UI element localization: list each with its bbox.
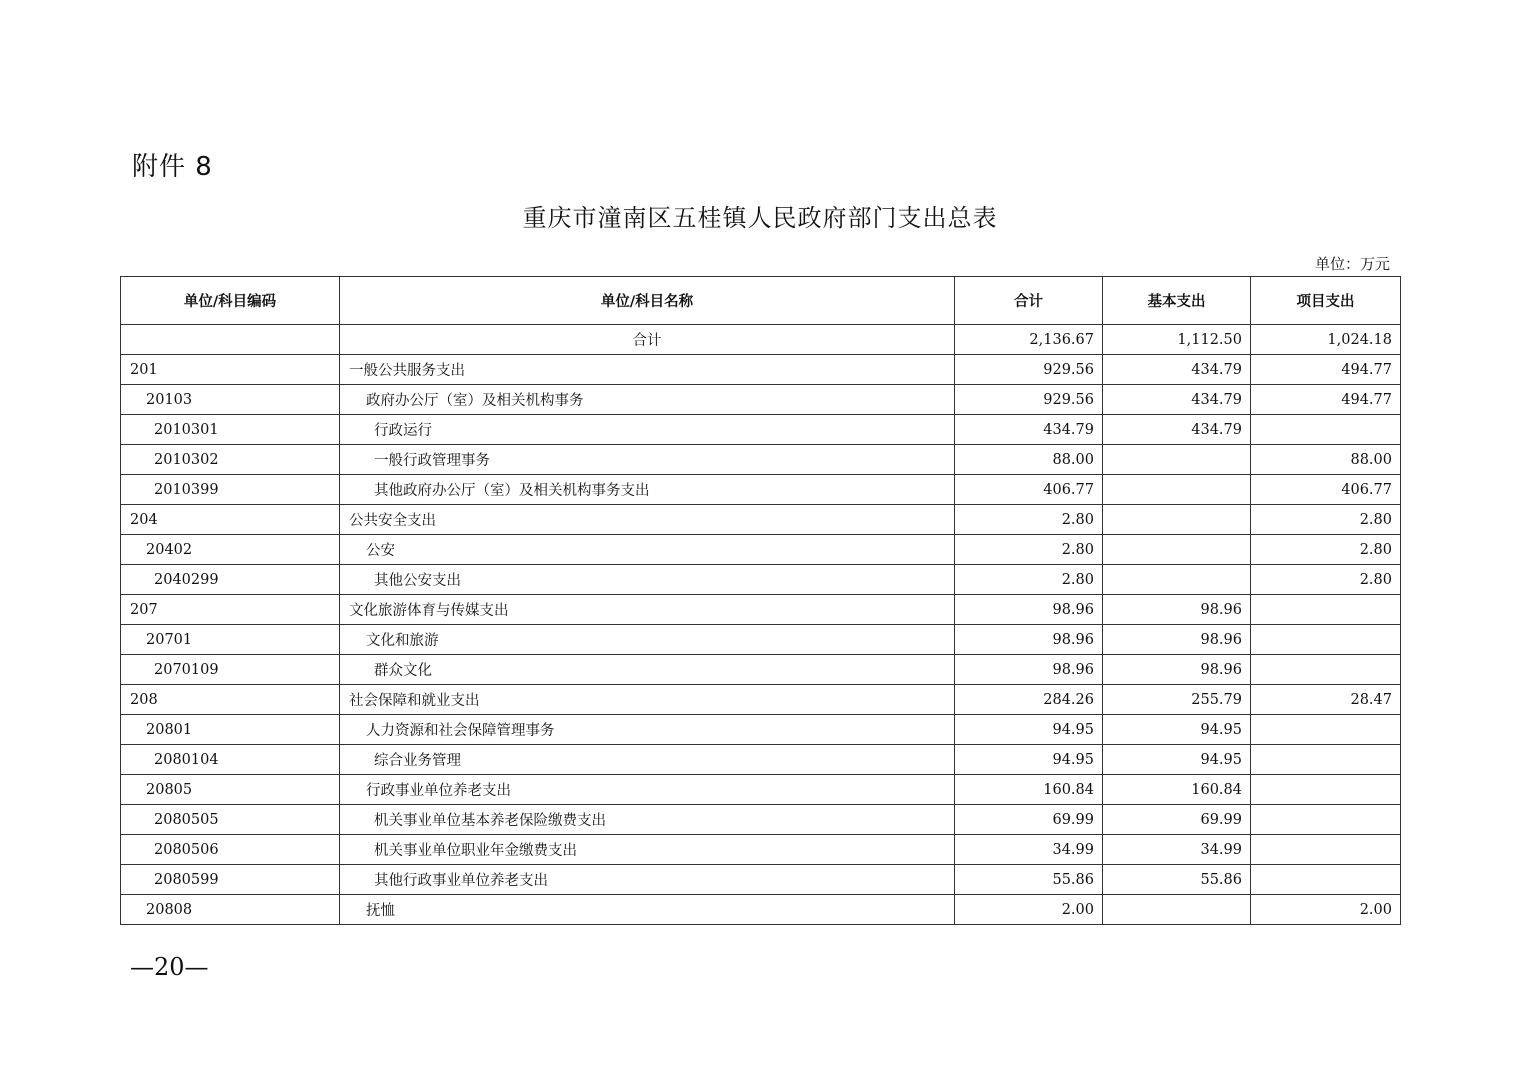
header-basic: 基本支出 (1103, 277, 1251, 325)
row-total: 2.80 (955, 535, 1103, 565)
row-name: 一般公共服务支出 (340, 355, 955, 385)
page-title: 重庆市潼南区五桂镇人民政府部门支出总表 (522, 204, 998, 232)
row-total: 160.84 (955, 775, 1103, 805)
row-project (1251, 655, 1401, 685)
table-row (121, 715, 1401, 745)
row-total: 55.86 (955, 865, 1103, 895)
row-name: 机关事业单位基本养老保险缴费支出 (340, 805, 955, 835)
row-name: 行政运行 (340, 415, 955, 445)
row-code: 2080506 (121, 835, 340, 865)
row-basic: 98.96 (1103, 655, 1251, 685)
row-name: 综合业务管理 (340, 745, 955, 775)
row-name: 机关事业单位职业年金缴费支出 (340, 835, 955, 865)
table-row (121, 805, 1401, 835)
row-basic: 434.79 (1103, 415, 1251, 445)
row-project (1251, 625, 1401, 655)
row-basic: 55.86 (1103, 865, 1251, 895)
attachment-label: 附件 8 (132, 152, 213, 182)
row-project (1251, 595, 1401, 625)
table-row (121, 565, 1401, 595)
row-name: 一般行政管理事务 (340, 445, 955, 475)
row-total: 98.96 (955, 595, 1103, 625)
row-name: 群众文化 (340, 655, 955, 685)
row-total: 434.79 (955, 415, 1103, 445)
row-project (1251, 865, 1401, 895)
row-total: 2.80 (955, 565, 1103, 595)
row-name: 人力资源和社会保障管理事务 (340, 715, 955, 745)
row-total: 2.00 (955, 895, 1103, 925)
row-project: 2.00 (1251, 895, 1401, 925)
table-row (121, 835, 1401, 865)
row-code: 201 (121, 355, 340, 385)
row-project (1251, 745, 1401, 775)
header-total: 合计 (955, 277, 1103, 325)
row-name: 社会保障和就业支出 (340, 685, 955, 715)
row-code: 2080505 (121, 805, 340, 835)
row-total: 34.99 (955, 835, 1103, 865)
table-row (121, 475, 1401, 505)
row-basic (1103, 475, 1251, 505)
row-name: 行政事业单位养老支出 (340, 775, 955, 805)
row-total: 69.99 (955, 805, 1103, 835)
row-project (1251, 805, 1401, 835)
row-code: 2010302 (121, 445, 340, 475)
row-project: 88.00 (1251, 445, 1401, 475)
table-row (121, 895, 1401, 925)
table-row (121, 535, 1401, 565)
total-basic: 1,112.50 (1103, 325, 1251, 355)
total-row (121, 325, 1401, 355)
row-code: 2070109 (121, 655, 340, 685)
row-project: 2.80 (1251, 535, 1401, 565)
row-total: 94.95 (955, 715, 1103, 745)
row-basic (1103, 535, 1251, 565)
row-project (1251, 715, 1401, 745)
row-project: 28.47 (1251, 685, 1401, 715)
row-project: 494.77 (1251, 385, 1401, 415)
row-code: 20701 (121, 625, 340, 655)
row-project: 2.80 (1251, 505, 1401, 535)
total-name: 合计 (340, 325, 955, 355)
row-name: 其他政府办公厅（室）及相关机构事务支出 (340, 475, 955, 505)
total-project: 1,024.18 (1251, 325, 1401, 355)
row-name: 抚恤 (340, 895, 955, 925)
row-basic: 94.95 (1103, 715, 1251, 745)
row-name: 文化旅游体育与传媒支出 (340, 595, 955, 625)
row-code: 20402 (121, 535, 340, 565)
row-project: 406.77 (1251, 475, 1401, 505)
page-number: —20— (130, 953, 209, 981)
table-row (121, 775, 1401, 805)
row-code: 20103 (121, 385, 340, 415)
total-code (121, 325, 340, 355)
row-name: 其他行政事业单位养老支出 (340, 865, 955, 895)
row-basic (1103, 895, 1251, 925)
row-basic: 255.79 (1103, 685, 1251, 715)
row-total: 284.26 (955, 685, 1103, 715)
table-row (121, 415, 1401, 445)
row-code: 2080104 (121, 745, 340, 775)
row-code: 20805 (121, 775, 340, 805)
row-project (1251, 775, 1401, 805)
row-basic (1103, 565, 1251, 595)
row-project (1251, 835, 1401, 865)
row-code: 207 (121, 595, 340, 625)
row-total: 406.77 (955, 475, 1103, 505)
row-total: 94.95 (955, 745, 1103, 775)
row-code: 2040299 (121, 565, 340, 595)
row-basic: 434.79 (1103, 385, 1251, 415)
row-basic: 98.96 (1103, 625, 1251, 655)
table-row (121, 625, 1401, 655)
row-basic (1103, 445, 1251, 475)
row-total: 2.80 (955, 505, 1103, 535)
row-basic: 98.96 (1103, 595, 1251, 625)
table-row (121, 505, 1401, 535)
row-name: 其他公安支出 (340, 565, 955, 595)
row-basic (1103, 505, 1251, 535)
row-code: 2010301 (121, 415, 340, 445)
row-total: 88.00 (955, 445, 1103, 475)
table-row (121, 595, 1401, 625)
table-row (121, 655, 1401, 685)
header-code: 单位/科目编码 (121, 277, 340, 325)
row-basic: 34.99 (1103, 835, 1251, 865)
table-header-row (121, 277, 1401, 325)
row-name: 公安 (340, 535, 955, 565)
row-code: 20808 (121, 895, 340, 925)
row-code: 204 (121, 505, 340, 535)
row-code: 2080599 (121, 865, 340, 895)
table-row (121, 445, 1401, 475)
table-row (121, 745, 1401, 775)
total-total: 2,136.67 (955, 325, 1103, 355)
table-row (121, 385, 1401, 415)
row-name: 文化和旅游 (340, 625, 955, 655)
row-total: 98.96 (955, 655, 1103, 685)
table-row (121, 685, 1401, 715)
row-total: 929.56 (955, 385, 1103, 415)
row-basic: 69.99 (1103, 805, 1251, 835)
row-total: 98.96 (955, 625, 1103, 655)
row-basic: 160.84 (1103, 775, 1251, 805)
header-project: 项目支出 (1251, 277, 1401, 325)
row-code: 2010399 (121, 475, 340, 505)
expenditure-table (120, 276, 1401, 925)
table-row (121, 355, 1401, 385)
row-code: 20801 (121, 715, 340, 745)
row-project: 494.77 (1251, 355, 1401, 385)
row-total: 929.56 (955, 355, 1103, 385)
row-name: 政府办公厅（室）及相关机构事务 (340, 385, 955, 415)
row-code: 208 (121, 685, 340, 715)
unit-label: 单位：万元 (1314, 255, 1390, 273)
row-basic: 94.95 (1103, 745, 1251, 775)
row-project: 2.80 (1251, 565, 1401, 595)
row-basic: 434.79 (1103, 355, 1251, 385)
row-name: 公共安全支出 (340, 505, 955, 535)
table-row (121, 865, 1401, 895)
row-project (1251, 415, 1401, 445)
header-name: 单位/科目名称 (340, 277, 955, 325)
